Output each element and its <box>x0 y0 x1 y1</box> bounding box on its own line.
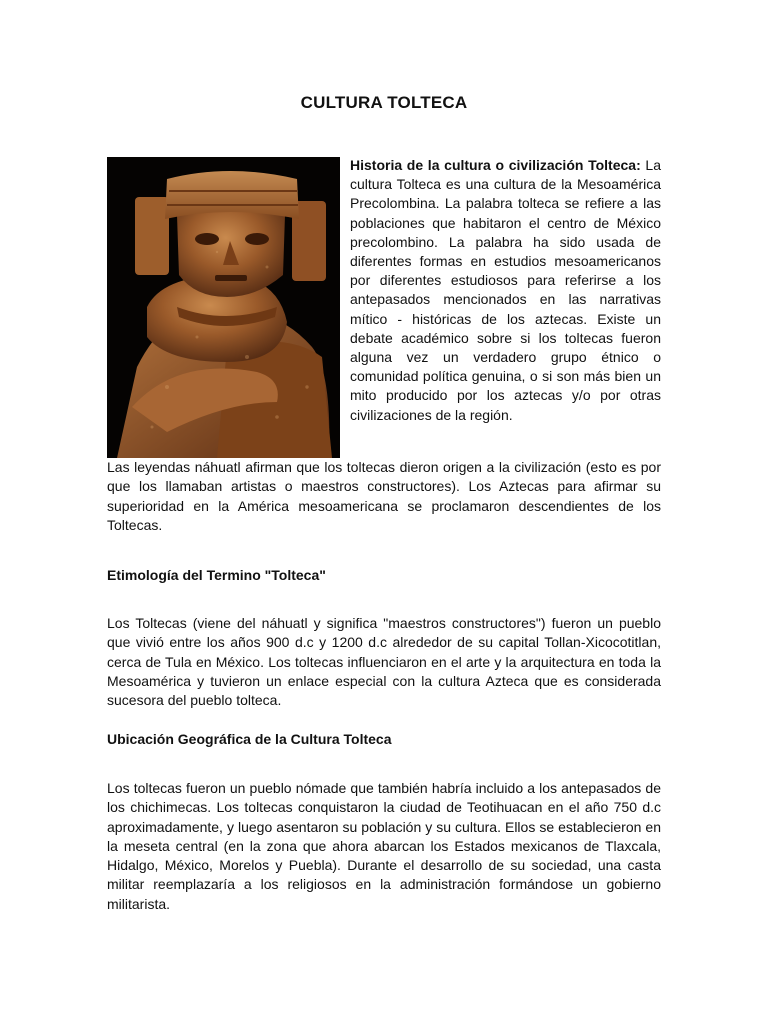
page-title: CULTURA TOLTECA <box>300 93 468 112</box>
toltec-sculpture-image <box>107 157 340 458</box>
legends-paragraph: Las leyendas náhuatl afirman que los toltecas dieron origen a la civilización (esto es por que los llamaban artistas o maestros constructores). Los Aztecas para afirmar su superioridad en la América mesoamericana se proclamaron descendientes de los Toltecas. <box>107 459 661 533</box>
location-heading: Ubicación Geográfica de la Cultura Tolteca <box>107 731 392 747</box>
etymology-heading: Etimología del Termino "Tolteca" <box>107 567 326 583</box>
location-paragraph: Los toltecas fueron un pueblo nómade que también habría incluido a los antepasados de los chichimecas. Los toltecas conquistaron la ciudad de Teotihuacan en el año 750 d.c aproximadamente, y luego asentaron su población y su cultura. Ellos se establecieron en la meseta central (en la zona que ahora abarcan los Estados mexicanos de Tlaxcala, Hidalgo, México, Morelos y Puebla). Durante el desarrollo de su sociedad, una casta militar reemplazaría a los religiosos en la administración formándose un gobierno militarista. <box>107 780 661 912</box>
intro-body: La cultura Tolteca es una cultura de la Mesoamérica Precolombina. La palabra tolteca se refiere a las poblaciones que habitaron el centro de México precolombino. La palabra ha sido usada de diferentes formas en estudios mesoamericanos por diferentes estudiosos para referirse a los antepasados mencionados en las narrativas mítico - históricas de los aztecas. Existe un debate académico sobre si los toltecas fueron alguna vez un verdadero grupo étnico o comunidad política genuina, o si son más bien un mito producido por los aztecas y/o por otras civilizaciones de la región. <box>350 157 661 423</box>
intro-lead: Historia de la cultura o civilización Tolteca: <box>350 157 641 173</box>
etymology-paragraph: Los Toltecas (viene del náhuatl y significa "maestros constructores") fueron un pueblo que vivió entre los años 900 d.c y 1200 d.c alrededor de su capital Tollan-Xicocotitlan, cerca de Tula en México. Los toltecas influenciaron en el arte y la arquitectura en toda la Mesoamérica y tuvieron un enlace especial con la cultura Azteca que es considerada sucesora del pueblo tolteca. <box>107 615 661 709</box>
toltec-chacmool-sculpture-icon <box>107 157 340 458</box>
intro-paragraph <box>350 156 661 425</box>
